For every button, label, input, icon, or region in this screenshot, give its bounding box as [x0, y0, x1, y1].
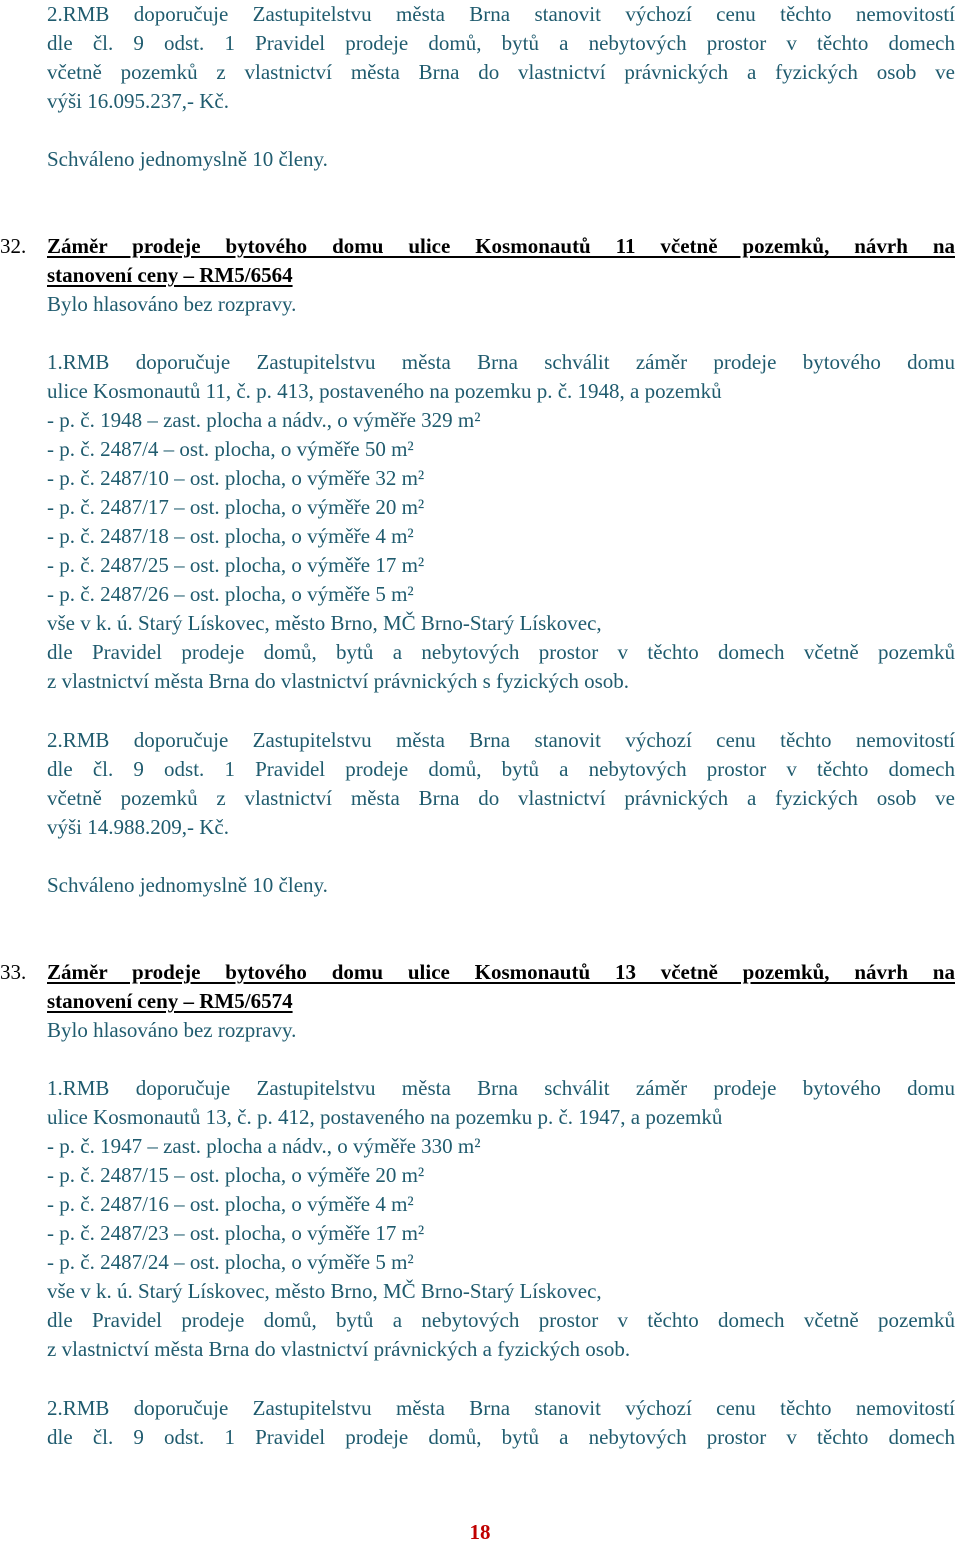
prev-paragraph [47, 0, 955, 116]
text-line: dle čl. 9 odst. 1 Pravidel prodeje domů, bytů a nebytových prostor v těchto domech [47, 1425, 955, 1449]
parcel-line: - p. č. 2487/17 – ost. plocha, o výměře 20 m² [47, 495, 425, 519]
text-line: 2.RMB doporučuje Zastupitelstvu města Brna stanovit výchozí cenu těchto nemovitostí [47, 1396, 955, 1420]
parcel-line: - p. č. 1947 – zast. plocha a nádv., o výměře 330 m² [47, 1134, 481, 1158]
item-33-paragraph-1 [47, 1074, 955, 1364]
item-33-heading [0, 958, 955, 1016]
text-line: dle Pravidel prodeje domů, bytů a nebytových prostor v těchto domech včetně pozemků [47, 640, 955, 664]
voting-note: Bylo hlasováno bez rozpravy. [47, 292, 297, 316]
parcel-line: - p. č. 2487/26 – ost. plocha, o výměře 5 m² [47, 582, 414, 606]
item-33-paragraph-2 [47, 1394, 955, 1452]
text-line: výši 16.095.237,- Kč. [47, 89, 229, 113]
text-line: včetně pozemků z vlastnictví města Brna do vlastnictví právnických a fyzických osob ve [47, 786, 955, 810]
voting-note: Bylo hlasováno bez rozpravy. [47, 1018, 297, 1042]
text-line: z vlastnictví města Brna do vlastnictví právnických a fyzických osob. [47, 1337, 631, 1361]
heading-line: stanovení ceny – RM5/6564 [47, 263, 293, 287]
item-32-paragraph-2 [47, 726, 955, 842]
parcel-line: - p. č. 2487/23 – ost. plocha, o výměře 17 m² [47, 1221, 425, 1245]
text-line: 1.RMB doporučuje Zastupitelstvu města Brna schválit záměr prodeje bytového domu [47, 350, 955, 374]
text-line: 2.RMB doporučuje Zastupitelstvu města Brna stanovit výchozí cenu těchto nemovitostí [47, 728, 955, 752]
text-line: včetně pozemků z vlastnictví města Brna do vlastnictví právnických a fyzických osob ve [47, 60, 955, 84]
item-number: 32. [0, 234, 27, 258]
item-32-paragraph-1 [47, 348, 955, 696]
text-line: dle čl. 9 odst. 1 Pravidel prodeje domů, bytů a nebytových prostor v těchto domech [47, 757, 955, 781]
item-32-heading [0, 232, 955, 290]
text-line: 1.RMB doporučuje Zastupitelstvu města Brna schválit záměr prodeje bytového domu [47, 1076, 955, 1100]
text-line: dle Pravidel prodeje domů, bytů a nebytových prostor v těchto domech včetně pozemků [47, 1308, 955, 1332]
parcel-line: - p. č. 2487/4 – ost. plocha, o výměře 50 m² [47, 437, 414, 461]
parcel-line: - p. č. 2487/15 – ost. plocha, o výměře 20 m² [47, 1163, 425, 1187]
parcel-line: - p. č. 2487/24 – ost. plocha, o výměře 5 m² [47, 1250, 414, 1274]
heading-line: stanovení ceny – RM5/6574 [47, 989, 293, 1013]
parcel-line: - p. č. 2487/18 – ost. plocha, o výměře 4 m² [47, 524, 414, 548]
approval-note: Schváleno jednomyslně 10 členy. [47, 873, 328, 897]
text-line: vše v k. ú. Starý Lískovec, město Brno, MČ Brno-Starý Lískovec, [47, 1279, 602, 1303]
text-line: výši 14.988.209,- Kč. [47, 815, 229, 839]
item-number: 33. [0, 960, 27, 984]
text-line: vše v k. ú. Starý Lískovec, město Brno, MČ Brno-Starý Lískovec, [47, 611, 602, 635]
approval-note: Schváleno jednomyslně 10 členy. [47, 147, 328, 171]
text-line: dle čl. 9 odst. 1 Pravidel prodeje domů, bytů a nebytových prostor v těchto domech [47, 31, 955, 55]
text-line: ulice Kosmonautů 13, č. p. 412, postaveného na pozemku p. č. 1947, a pozemků [47, 1105, 723, 1129]
parcel-line: - p. č. 2487/10 – ost. plocha, o výměře 32 m² [47, 466, 425, 490]
heading-line: Záměr prodeje bytového domu ulice Kosmonautů 11 včetně pozemků, návrh na [47, 234, 955, 258]
text-line: ulice Kosmonautů 11, č. p. 413, postaveného na pozemku p. č. 1948, a pozemků [47, 379, 722, 403]
parcel-line: - p. č. 1948 – zast. plocha a nádv., o výměře 329 m² [47, 408, 481, 432]
text-line: 2.RMB doporučuje Zastupitelstvu města Brna stanovit výchozí cenu těchto nemovitostí [47, 2, 955, 26]
parcel-line: - p. č. 2487/16 – ost. plocha, o výměře 4 m² [47, 1192, 414, 1216]
page-number: 18 [469, 1520, 491, 1544]
text-line: z vlastnictví města Brna do vlastnictví právnických s fyzických osob. [47, 669, 630, 693]
parcel-line: - p. č. 2487/25 – ost. plocha, o výměře 17 m² [47, 553, 425, 577]
heading-line: Záměr prodeje bytového domu ulice Kosmonautů 13 včetně pozemků, návrh na [47, 960, 955, 984]
